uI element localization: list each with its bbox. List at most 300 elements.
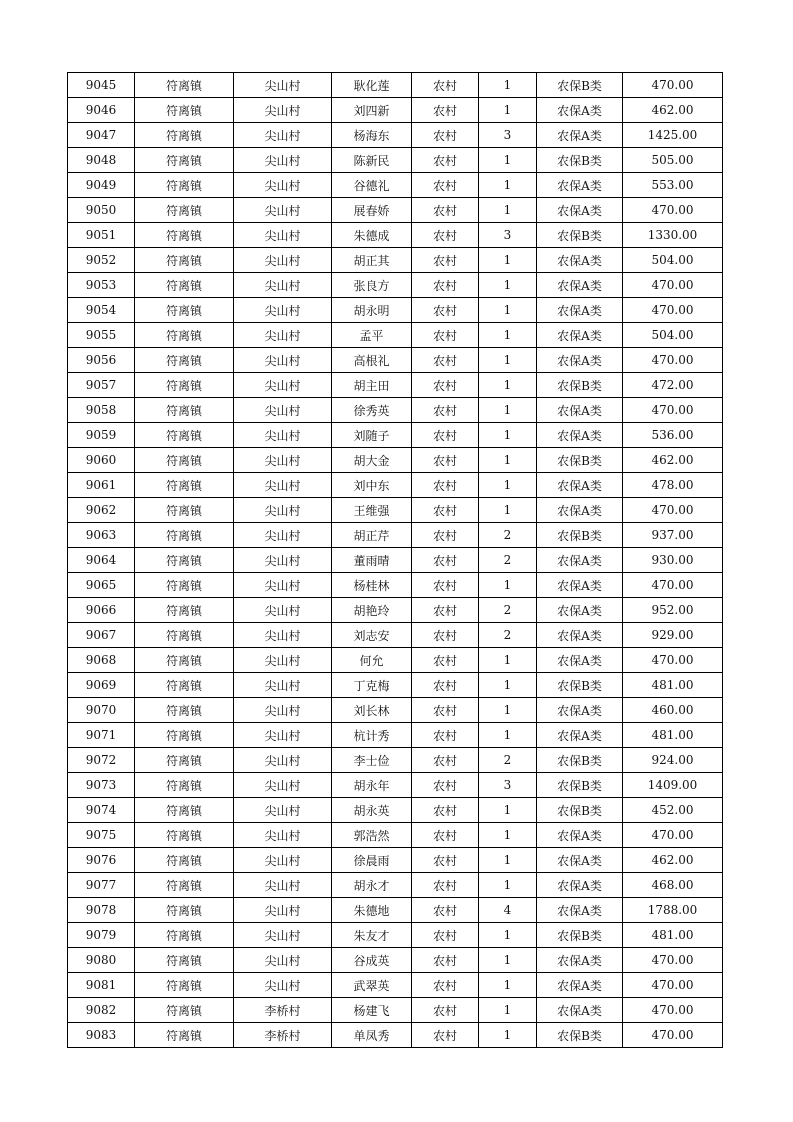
area-type-cell: 农村 [412,298,479,323]
serial-number-cell: 9076 [68,848,135,873]
people-count-cell: 1 [479,698,537,723]
amount-cell: 472.00 [623,373,723,398]
village-cell: 尖山村 [234,273,332,298]
category-cell: 农保A类 [537,273,623,298]
town-cell: 符离镇 [135,123,234,148]
area-type-cell: 农村 [412,323,479,348]
area-type-cell: 农村 [412,398,479,423]
village-cell: 尖山村 [234,498,332,523]
category-cell: 农保A类 [537,323,623,348]
category-cell: 农保B类 [537,373,623,398]
category-cell: 农保A类 [537,898,623,923]
name-cell: 胡永明 [332,298,412,323]
town-cell: 符离镇 [135,673,234,698]
category-cell: 农保B类 [537,523,623,548]
area-type-cell: 农村 [412,273,479,298]
name-cell: 王维强 [332,498,412,523]
people-count-cell: 2 [479,598,537,623]
serial-number-cell: 9080 [68,948,135,973]
area-type-cell: 农村 [412,498,479,523]
people-count-cell: 1 [479,323,537,348]
category-cell: 农保A类 [537,348,623,373]
people-count-cell: 3 [479,123,537,148]
table-row [68,398,723,423]
category-cell: 农保A类 [537,123,623,148]
category-cell: 农保A类 [537,498,623,523]
area-type-cell: 农村 [412,873,479,898]
people-count-cell: 3 [479,223,537,248]
village-cell: 尖山村 [234,948,332,973]
town-cell: 符离镇 [135,848,234,873]
table-row [68,148,723,173]
amount-cell: 452.00 [623,798,723,823]
village-cell: 李桥村 [234,1023,332,1048]
category-cell: 农保A类 [537,948,623,973]
village-cell: 尖山村 [234,148,332,173]
serial-number-cell: 9046 [68,98,135,123]
category-cell: 农保A类 [537,598,623,623]
area-type-cell: 农村 [412,773,479,798]
name-cell: 董雨晴 [332,548,412,573]
village-cell: 尖山村 [234,598,332,623]
village-cell: 尖山村 [234,223,332,248]
name-cell: 高根礼 [332,348,412,373]
town-cell: 符离镇 [135,148,234,173]
table-row [68,323,723,348]
amount-cell: 470.00 [623,1023,723,1048]
town-cell: 符离镇 [135,748,234,773]
table-row [68,923,723,948]
serial-number-cell: 9051 [68,223,135,248]
village-cell: 尖山村 [234,123,332,148]
name-cell: 胡正其 [332,248,412,273]
village-cell: 尖山村 [234,398,332,423]
amount-cell: 1330.00 [623,223,723,248]
name-cell: 耿化莲 [332,73,412,98]
table-row [68,173,723,198]
table-row [68,373,723,398]
name-cell: 谷成英 [332,948,412,973]
area-type-cell: 农村 [412,973,479,998]
area-type-cell: 农村 [412,573,479,598]
name-cell: 何允 [332,648,412,673]
table-row [68,823,723,848]
people-count-cell: 2 [479,623,537,648]
people-count-cell: 1 [479,798,537,823]
area-type-cell: 农村 [412,223,479,248]
people-count-cell: 1 [479,498,537,523]
name-cell: 徐秀英 [332,398,412,423]
area-type-cell: 农村 [412,98,479,123]
area-type-cell: 农村 [412,248,479,273]
table-row [68,948,723,973]
table-row [68,273,723,298]
people-count-cell: 1 [479,823,537,848]
name-cell: 刘中东 [332,473,412,498]
category-cell: 农保A类 [537,823,623,848]
serial-number-cell: 9056 [68,348,135,373]
amount-cell: 553.00 [623,173,723,198]
name-cell: 朱友才 [332,923,412,948]
table-row [68,573,723,598]
village-cell: 尖山村 [234,673,332,698]
amount-cell: 536.00 [623,423,723,448]
area-type-cell: 农村 [412,673,479,698]
table-row [68,298,723,323]
table-row [68,548,723,573]
area-type-cell: 农村 [412,698,479,723]
amount-cell: 470.00 [623,648,723,673]
area-type-cell: 农村 [412,348,479,373]
people-count-cell: 1 [479,273,537,298]
serial-number-cell: 9083 [68,1023,135,1048]
village-cell: 尖山村 [234,423,332,448]
town-cell: 符离镇 [135,798,234,823]
name-cell: 胡主田 [332,373,412,398]
people-count-cell: 1 [479,923,537,948]
town-cell: 符离镇 [135,323,234,348]
people-count-cell: 1 [479,198,537,223]
category-cell: 农保A类 [537,298,623,323]
serial-number-cell: 9073 [68,773,135,798]
area-type-cell: 农村 [412,598,479,623]
category-cell: 农保A类 [537,98,623,123]
people-count-cell: 2 [479,548,537,573]
amount-cell: 1788.00 [623,898,723,923]
town-cell: 符离镇 [135,248,234,273]
category-cell: 农保B类 [537,73,623,98]
town-cell: 符离镇 [135,923,234,948]
area-type-cell: 农村 [412,548,479,573]
name-cell: 杭计秀 [332,723,412,748]
table-row [68,773,723,798]
table-row [68,523,723,548]
area-type-cell: 农村 [412,148,479,173]
serial-number-cell: 9063 [68,523,135,548]
area-type-cell: 农村 [412,623,479,648]
town-cell: 符离镇 [135,973,234,998]
name-cell: 孟平 [332,323,412,348]
people-count-cell: 1 [479,573,537,598]
town-cell: 符离镇 [135,98,234,123]
serial-number-cell: 9045 [68,73,135,98]
serial-number-cell: 9062 [68,498,135,523]
serial-number-cell: 9059 [68,423,135,448]
category-cell: 农保B类 [537,773,623,798]
serial-number-cell: 9067 [68,623,135,648]
village-cell: 尖山村 [234,623,332,648]
area-type-cell: 农村 [412,1023,479,1048]
town-cell: 符离镇 [135,498,234,523]
category-cell: 农保B类 [537,448,623,473]
village-cell: 尖山村 [234,873,332,898]
area-type-cell: 农村 [412,373,479,398]
area-type-cell: 农村 [412,823,479,848]
village-cell: 尖山村 [234,548,332,573]
category-cell: 农保A类 [537,998,623,1023]
table-row [68,473,723,498]
village-cell: 尖山村 [234,748,332,773]
table-row [68,198,723,223]
area-type-cell: 农村 [412,798,479,823]
amount-cell: 468.00 [623,873,723,898]
name-cell: 朱德地 [332,898,412,923]
category-cell: 农保B类 [537,748,623,773]
name-cell: 朱德成 [332,223,412,248]
name-cell: 刘四新 [332,98,412,123]
village-cell: 尖山村 [234,823,332,848]
table-row [68,623,723,648]
category-cell: 农保A类 [537,873,623,898]
table-row [68,798,723,823]
table-row [68,998,723,1023]
area-type-cell: 农村 [412,898,479,923]
category-cell: 农保A类 [537,173,623,198]
town-cell: 符离镇 [135,473,234,498]
village-cell: 尖山村 [234,523,332,548]
table-row [68,348,723,373]
table-row [68,698,723,723]
category-cell: 农保A类 [537,423,623,448]
village-cell: 尖山村 [234,298,332,323]
village-cell: 尖山村 [234,573,332,598]
town-cell: 符离镇 [135,348,234,373]
amount-cell: 1425.00 [623,123,723,148]
people-count-cell: 1 [479,398,537,423]
village-cell: 尖山村 [234,923,332,948]
serial-number-cell: 9050 [68,198,135,223]
town-cell: 符离镇 [135,548,234,573]
area-type-cell: 农村 [412,448,479,473]
village-cell: 尖山村 [234,848,332,873]
serial-number-cell: 9072 [68,748,135,773]
name-cell: 刘随子 [332,423,412,448]
people-count-cell: 1 [479,298,537,323]
name-cell: 陈新民 [332,148,412,173]
serial-number-cell: 9082 [68,998,135,1023]
village-cell: 尖山村 [234,648,332,673]
area-type-cell: 农村 [412,173,479,198]
town-cell: 符离镇 [135,723,234,748]
serial-number-cell: 9079 [68,923,135,948]
town-cell: 符离镇 [135,948,234,973]
people-count-cell: 1 [479,673,537,698]
category-cell: 农保B类 [537,798,623,823]
amount-cell: 505.00 [623,148,723,173]
name-cell: 刘志安 [332,623,412,648]
serial-number-cell: 9068 [68,648,135,673]
town-cell: 符离镇 [135,398,234,423]
people-count-cell: 1 [479,73,537,98]
table-row [68,598,723,623]
amount-cell: 462.00 [623,448,723,473]
people-count-cell: 1 [479,723,537,748]
table-row [68,723,723,748]
people-count-cell: 1 [479,348,537,373]
people-count-cell: 1 [479,473,537,498]
category-cell: 农保A类 [537,398,623,423]
table-row [68,1023,723,1048]
area-type-cell: 农村 [412,998,479,1023]
serial-number-cell: 9052 [68,248,135,273]
amount-cell: 470.00 [623,398,723,423]
people-count-cell: 1 [479,948,537,973]
area-type-cell: 农村 [412,523,479,548]
amount-cell: 937.00 [623,523,723,548]
name-cell: 胡艳玲 [332,598,412,623]
town-cell: 符离镇 [135,373,234,398]
amount-cell: 504.00 [623,323,723,348]
area-type-cell: 农村 [412,198,479,223]
data-table [67,72,723,1048]
amount-cell: 470.00 [623,823,723,848]
amount-cell: 481.00 [623,673,723,698]
town-cell: 符离镇 [135,298,234,323]
serial-number-cell: 9057 [68,373,135,398]
serial-number-cell: 9077 [68,873,135,898]
category-cell: 农保B类 [537,1023,623,1048]
town-cell: 符离镇 [135,773,234,798]
amount-cell: 470.00 [623,973,723,998]
people-count-cell: 1 [479,1023,537,1048]
village-cell: 尖山村 [234,248,332,273]
table-row [68,498,723,523]
town-cell: 符离镇 [135,998,234,1023]
area-type-cell: 农村 [412,723,479,748]
village-cell: 尖山村 [234,473,332,498]
table-row [68,973,723,998]
village-cell: 尖山村 [234,373,332,398]
name-cell: 杨桂林 [332,573,412,598]
serial-number-cell: 9066 [68,598,135,623]
table-row [68,898,723,923]
name-cell: 徐晨雨 [332,848,412,873]
village-cell: 尖山村 [234,198,332,223]
amount-cell: 930.00 [623,548,723,573]
area-type-cell: 农村 [412,748,479,773]
name-cell: 郭浩然 [332,823,412,848]
serial-number-cell: 9047 [68,123,135,148]
town-cell: 符离镇 [135,623,234,648]
town-cell: 符离镇 [135,173,234,198]
name-cell: 胡永英 [332,798,412,823]
amount-cell: 470.00 [623,948,723,973]
town-cell: 符离镇 [135,823,234,848]
name-cell: 胡正芹 [332,523,412,548]
category-cell: 农保A类 [537,548,623,573]
amount-cell: 470.00 [623,273,723,298]
people-count-cell: 1 [479,973,537,998]
amount-cell: 470.00 [623,998,723,1023]
amount-cell: 462.00 [623,848,723,873]
name-cell: 刘长林 [332,698,412,723]
area-type-cell: 农村 [412,423,479,448]
village-cell: 尖山村 [234,98,332,123]
amount-cell: 924.00 [623,748,723,773]
table-row [68,73,723,98]
category-cell: 农保A类 [537,848,623,873]
serial-number-cell: 9054 [68,298,135,323]
category-cell: 农保A类 [537,973,623,998]
people-count-cell: 2 [479,748,537,773]
table-row [68,423,723,448]
category-cell: 农保A类 [537,198,623,223]
people-count-cell: 1 [479,148,537,173]
serial-number-cell: 9070 [68,698,135,723]
town-cell: 符离镇 [135,648,234,673]
area-type-cell: 农村 [412,473,479,498]
town-cell: 符离镇 [135,223,234,248]
village-cell: 李桥村 [234,998,332,1023]
serial-number-cell: 9078 [68,898,135,923]
name-cell: 胡大金 [332,448,412,473]
category-cell: 农保B类 [537,223,623,248]
name-cell: 胡永年 [332,773,412,798]
name-cell: 杨建飞 [332,998,412,1023]
serial-number-cell: 9055 [68,323,135,348]
town-cell: 符离镇 [135,198,234,223]
serial-number-cell: 9053 [68,273,135,298]
table-row [68,248,723,273]
people-count-cell: 1 [479,648,537,673]
amount-cell: 504.00 [623,248,723,273]
people-count-cell: 1 [479,173,537,198]
category-cell: 农保A类 [537,698,623,723]
town-cell: 符离镇 [135,698,234,723]
people-count-cell: 1 [479,373,537,398]
serial-number-cell: 9069 [68,673,135,698]
amount-cell: 952.00 [623,598,723,623]
serial-number-cell: 9049 [68,173,135,198]
serial-number-cell: 9048 [68,148,135,173]
town-cell: 符离镇 [135,873,234,898]
serial-number-cell: 9064 [68,548,135,573]
town-cell: 符离镇 [135,598,234,623]
category-cell: 农保A类 [537,473,623,498]
category-cell: 农保A类 [537,573,623,598]
village-cell: 尖山村 [234,973,332,998]
people-count-cell: 1 [479,423,537,448]
table-row [68,123,723,148]
serial-number-cell: 9075 [68,823,135,848]
village-cell: 尖山村 [234,723,332,748]
table-row [68,98,723,123]
people-count-cell: 4 [479,898,537,923]
table-row [68,448,723,473]
category-cell: 农保B类 [537,923,623,948]
table-row [68,873,723,898]
amount-cell: 470.00 [623,198,723,223]
category-cell: 农保A类 [537,648,623,673]
category-cell: 农保B类 [537,148,623,173]
area-type-cell: 农村 [412,923,479,948]
category-cell: 农保A类 [537,248,623,273]
village-cell: 尖山村 [234,448,332,473]
name-cell: 丁克梅 [332,673,412,698]
amount-cell: 470.00 [623,298,723,323]
village-cell: 尖山村 [234,698,332,723]
village-cell: 尖山村 [234,348,332,373]
town-cell: 符离镇 [135,448,234,473]
town-cell: 符离镇 [135,523,234,548]
amount-cell: 470.00 [623,73,723,98]
table-row [68,223,723,248]
amount-cell: 470.00 [623,498,723,523]
town-cell: 符离镇 [135,273,234,298]
category-cell: 农保A类 [537,623,623,648]
area-type-cell: 农村 [412,848,479,873]
people-count-cell: 1 [479,98,537,123]
